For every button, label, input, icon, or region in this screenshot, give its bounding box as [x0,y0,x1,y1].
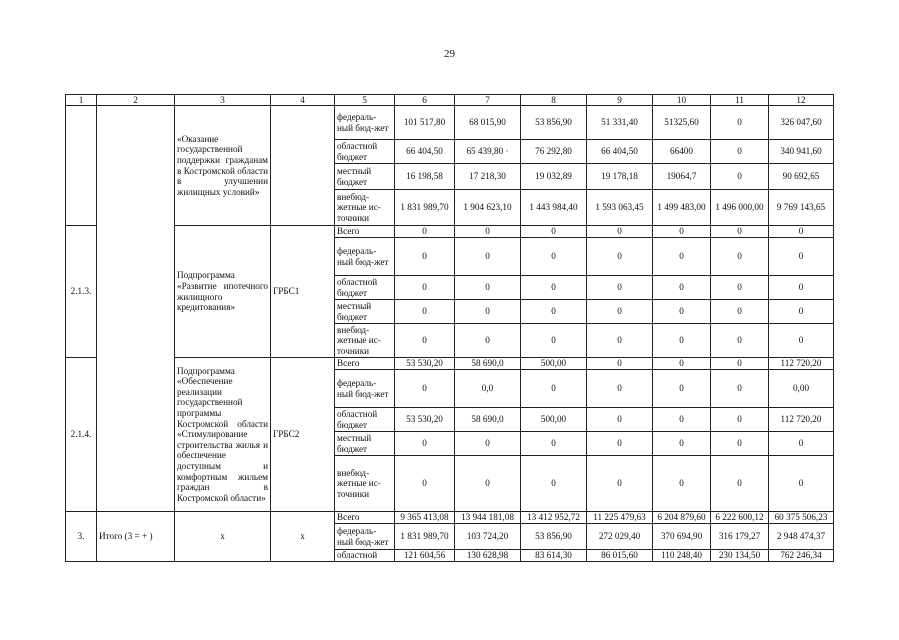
value-cell: 0 [711,226,769,238]
column-header: 7 [455,95,521,106]
table-row [66,106,834,140]
value-cell: 6 222 600,12 [711,512,769,524]
value-cell: 316 179,27 [711,524,769,550]
value-cell: 0 [587,358,653,370]
value-cell: 230 134,50 [711,550,769,562]
value-cell: 0 [395,226,455,238]
value-cell: 130 628,98 [455,550,521,562]
value-cell: 0 [455,432,521,456]
column-header: 4 [271,95,335,106]
grbs-code: ГРБС1 [271,226,335,358]
value-cell: 0 [587,226,653,238]
table-row [66,358,834,370]
value-cell: 83 614,30 [521,550,587,562]
value-cell: 0 [521,432,587,456]
value-cell: 762 246,34 [769,550,834,562]
value-cell: 13 944 181,08 [455,512,521,524]
source-regional: областной бюджет [335,276,395,300]
value-cell: 0 [455,276,521,300]
value-cell: 53 856,90 [521,106,587,140]
value-cell: 51325,60 [653,106,711,140]
value-cell: 11 225 479,63 [587,512,653,524]
value-cell: 17 218,30 [455,164,521,190]
source-local: местный бюджет [335,432,395,456]
source-federal: федераль-ный бюд-жет [335,238,395,276]
value-cell: 0 [769,456,834,512]
value-cell: 0 [395,238,455,276]
value-cell: 0 [769,300,834,324]
column-header: 6 [395,95,455,106]
column-header: 10 [653,95,711,106]
value-cell: 112 720,20 [769,358,834,370]
value-cell: 0 [587,408,653,432]
value-cell: 86 015,60 [587,550,653,562]
value-cell: 19 032,89 [521,164,587,190]
value-cell: 0 [711,164,769,190]
source-total: Всего [335,358,395,370]
value-cell: 13 412 952,72 [521,512,587,524]
value-cell: 58 690,0 [455,408,521,432]
value-cell: 0 [587,370,653,408]
value-cell: 0 [711,456,769,512]
page-number: 29 [444,48,455,60]
value-cell: 110 248,40 [653,550,711,562]
value-cell: 326 047,60 [769,106,834,140]
row-number: 3. [66,512,97,562]
value-cell: 0 [587,324,653,358]
value-cell: 0 [711,370,769,408]
source-extra: внебюд-жетные ис-точники [335,324,395,358]
value-cell: 0 [587,456,653,512]
value-cell: 66400 [653,140,711,164]
value-cell: 60 375 506,23 [769,512,834,524]
value-cell: 0 [395,324,455,358]
value-cell: 0 [711,106,769,140]
value-cell: 16 198,58 [395,164,455,190]
value-cell: 0 [395,276,455,300]
header-row [66,95,834,106]
source-total: Всего [335,226,395,238]
value-cell: 0 [395,456,455,512]
value-cell: 0,00 [769,370,834,408]
value-cell: 0 [769,276,834,300]
value-cell: 0 [653,226,711,238]
value-cell: 0 [711,238,769,276]
value-cell: 0 [711,300,769,324]
value-cell: 0 [395,432,455,456]
source-regional: областной бюджет [335,140,395,164]
source-regional: областной [335,550,395,562]
item-name: Подпрограмма «Обеспечение реализации государственной программы Костромской области «Стимулирование строительства жилья и обеспечение доступным и комфортным жильем граждан в Костромской области» [175,358,271,512]
value-cell: 121 604,56 [395,550,455,562]
value-cell: 1 499 483,00 [653,190,711,226]
value-cell: 0 [653,276,711,300]
value-cell: 272 029,40 [587,524,653,550]
row-number [66,106,97,226]
value-cell: 0 [455,300,521,324]
value-cell: 0 [711,324,769,358]
table-row [66,226,834,238]
budget-table [65,94,834,562]
value-cell: 1 831 989,70 [395,524,455,550]
source-local: местный бюджет [335,164,395,190]
value-cell: 0 [587,300,653,324]
value-cell: 103 724,20 [455,524,521,550]
value-cell: 0 [455,226,521,238]
value-cell: 66 404,50 [395,140,455,164]
value-cell: 0 [769,238,834,276]
value-cell: 0 [521,300,587,324]
value-cell: 500,00 [521,408,587,432]
source-extra: внебюд-жетные ис-точники [335,456,395,512]
value-cell: 53 530,20 [395,358,455,370]
column-header: 2 [97,95,175,106]
value-cell: 53 530,20 [395,408,455,432]
value-cell: 0 [455,238,521,276]
source-regional: областной бюджет [335,408,395,432]
value-cell: 0,0 [455,370,521,408]
value-cell: 1 904 623,10 [455,190,521,226]
value-cell: 0 [711,276,769,300]
source-total: Всего [335,512,395,524]
grbs-code: ГРБС2 [271,358,335,512]
value-cell: 0 [455,324,521,358]
source-federal: федераль-ный бюд-жет [335,106,395,140]
value-cell: 0 [521,238,587,276]
value-cell: 0 [653,238,711,276]
value-cell: 0 [455,456,521,512]
value-cell: 0 [769,432,834,456]
item-name: «Оказание государственной поддержки гражданам в Костромской области в улучшении жилищных условий» [175,106,271,226]
value-cell: 0 [711,358,769,370]
value-cell: 0 [395,370,455,408]
column-header: 8 [521,95,587,106]
value-cell: 0 [653,408,711,432]
value-cell: 0 [521,324,587,358]
value-cell: 0 [653,324,711,358]
value-cell: 0 [769,226,834,238]
value-cell: 6 204 879,60 [653,512,711,524]
row-number: 2.1.3. [66,226,97,358]
value-cell: 51 331,40 [587,106,653,140]
column-header: 3 [175,95,271,106]
value-cell: 0 [653,370,711,408]
column-header: 1 [66,95,97,106]
value-cell: 0 [653,358,711,370]
source-local: местный бюджет [335,300,395,324]
item-name: Подпрограмма «Развитие ипотечного жилищного кредитования» [175,226,271,358]
value-cell: 0 [395,300,455,324]
value-cell: 76 292,80 [521,140,587,164]
value-cell: 0 [587,238,653,276]
value-cell: 500,00 [521,358,587,370]
value-cell: 9 769 143,65 [769,190,834,226]
grbs-code [271,106,335,226]
value-cell: 19064,7 [653,164,711,190]
value-cell: 0 [711,432,769,456]
value-cell: 1 443 984,40 [521,190,587,226]
column-header: 9 [587,95,653,106]
row-number: 2.1.4. [66,358,97,512]
value-cell: 0 [521,456,587,512]
value-cell: 58 690,0 [455,358,521,370]
value-cell: 0 [711,408,769,432]
value-cell: 0 [521,276,587,300]
source-extra: внебюд-жетные ис-точники [335,190,395,226]
value-cell: 112 720,20 [769,408,834,432]
value-cell: 1 496 000,00 [711,190,769,226]
value-cell: 0 [587,432,653,456]
value-cell: 0 [587,276,653,300]
value-cell: 1 593 063,45 [587,190,653,226]
value-cell: 66 404,50 [587,140,653,164]
column-header: 12 [769,95,834,106]
value-cell: 0 [653,300,711,324]
value-cell: 0 [521,370,587,408]
value-cell: 19 178,18 [587,164,653,190]
value-cell: 101 517,80 [395,106,455,140]
value-cell: 0 [711,140,769,164]
value-cell: 0 [653,456,711,512]
value-cell: 53 856,90 [521,524,587,550]
source-federal: федераль-ный бюд-жет [335,370,395,408]
value-cell: 90 692,65 [769,164,834,190]
value-cell: 1 831 989,70 [395,190,455,226]
value-cell: 340 941,60 [769,140,834,164]
column-header: 5 [335,95,395,106]
item-col3: х [175,512,271,562]
item-name-short: Итого (3 = + ) [97,512,175,562]
value-cell: 9 365 413,08 [395,512,455,524]
source-federal: федераль-ный бюд-жет [335,524,395,550]
value-cell: 0 [769,324,834,358]
value-cell: 0 [521,226,587,238]
value-cell: 370 694,90 [653,524,711,550]
table-row [66,512,834,524]
value-cell: 0 [653,432,711,456]
group-name [97,106,175,512]
value-cell: 65 439,80 · [455,140,521,164]
item-col4: х [271,512,335,562]
column-header: 11 [711,95,769,106]
value-cell: 2 948 474,37 [769,524,834,550]
value-cell: 68 015,90 [455,106,521,140]
